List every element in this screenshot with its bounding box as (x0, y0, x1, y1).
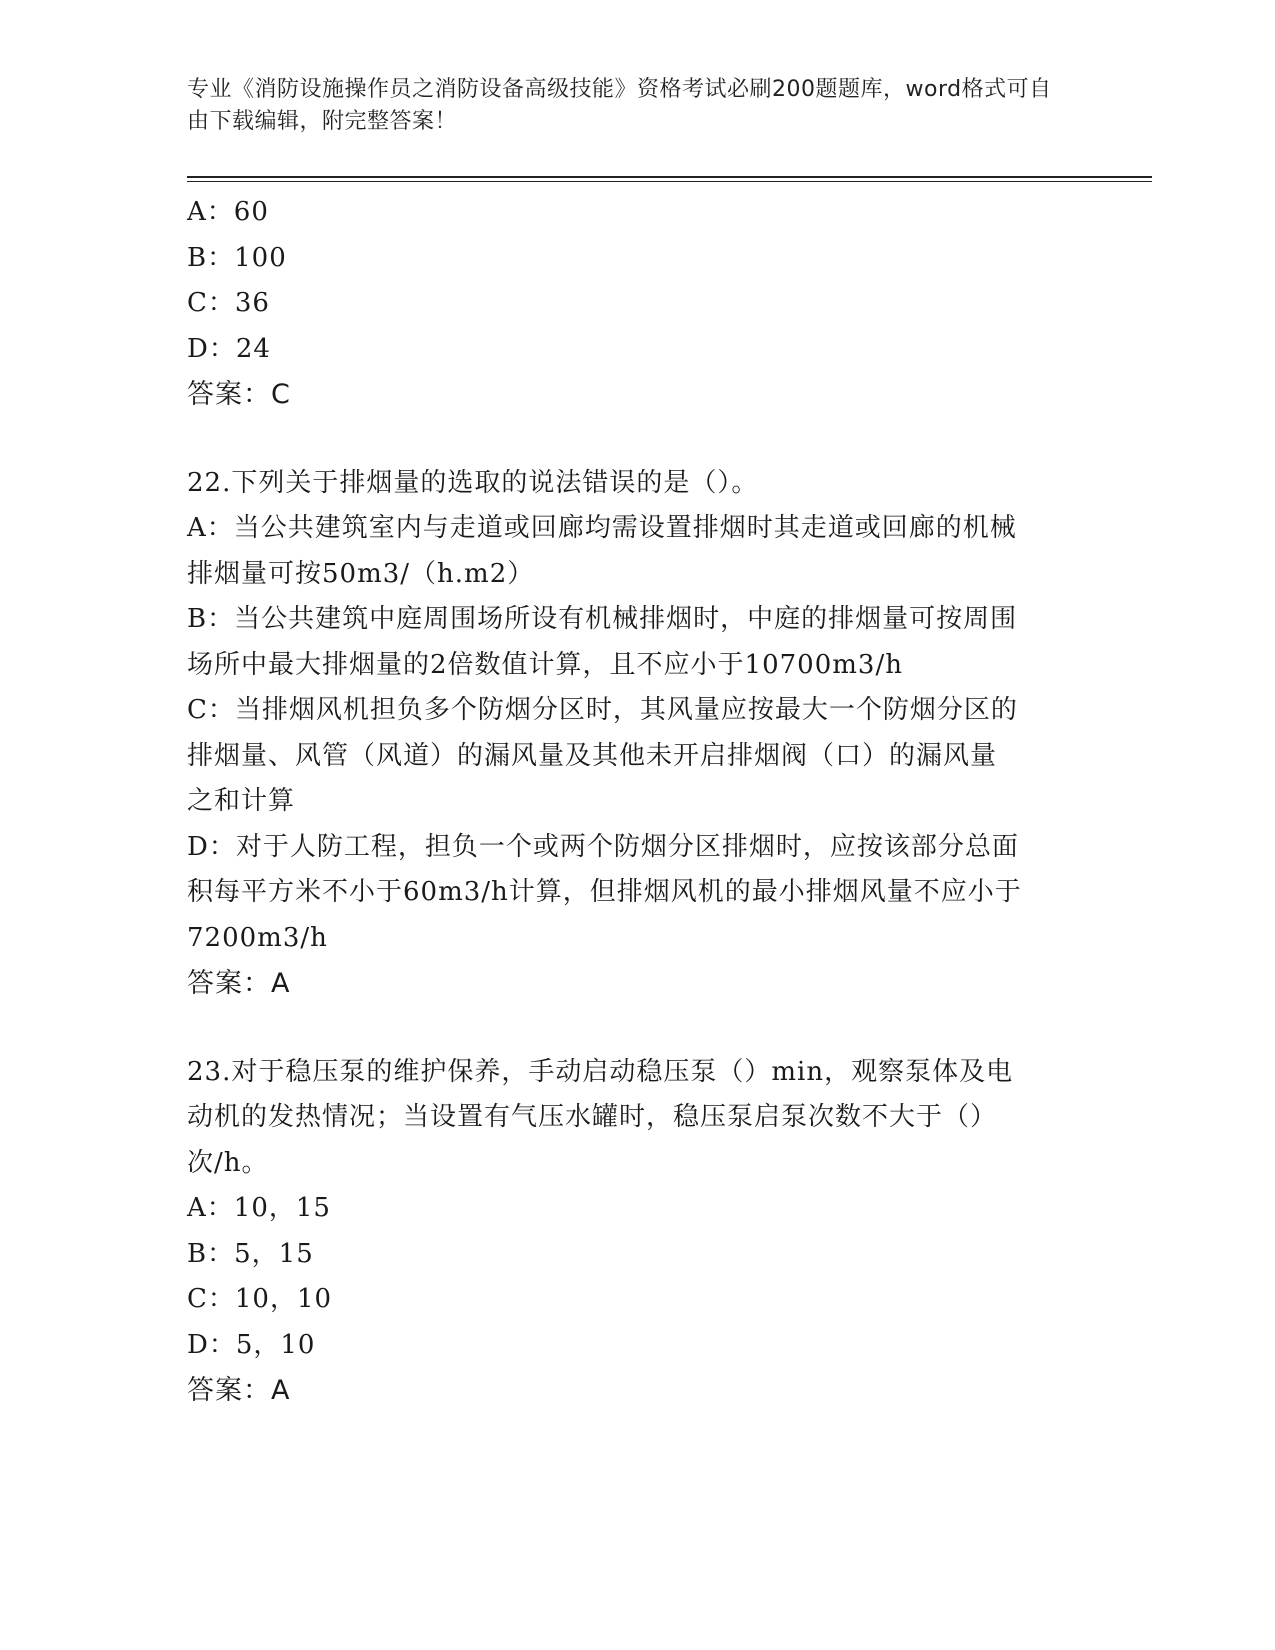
header-rule-thin (187, 181, 1152, 182)
document-body (187, 190, 1077, 1414)
option-a-line-1: A：当公共建筑室内与走道或回廊均需设置排烟时其走道或回廊的机械 (187, 513, 1017, 543)
option-d-line-1: D：对于人防工程，担负一个或两个防烟分区排烟时，应按该部分总面 (187, 831, 1019, 862)
question-stem: 22.下列关于排烟量的选取的说法错误的是（）。 (187, 467, 759, 498)
option-c: C：36 (187, 288, 270, 318)
option-c-line-1: C：当排烟风机担负多个防烟分区时，其风量应按最大一个防烟分区的 (187, 695, 1018, 725)
question-stem-line-3: 次/h。 (187, 1147, 269, 1178)
option-b: B：5，15 (187, 1238, 314, 1269)
header-rule-thick (187, 176, 1152, 178)
option-d: D：5，10 (187, 1329, 316, 1360)
answer: 答案：A (187, 968, 291, 999)
option-b-line-2: 场所中最大排烟量的2倍数值计算，且不应小于10700m3/h (187, 649, 903, 680)
option-a-line-2: 排烟量可按50m3/（h.m2） (187, 558, 535, 589)
question-23 (187, 1050, 1077, 1414)
option-d-line-2: 积每平方米不小于60m3/h计算，但排烟风机的最小排烟风量不应小于 (187, 877, 1022, 907)
option-d-line-3: 7200m3/h (187, 922, 328, 953)
option-b-line-1: B：当公共建筑中庭周围场所设有机械排烟时，中庭的排烟量可按周围 (187, 604, 1018, 634)
answer: 答案：A (187, 1375, 291, 1406)
header-text: 专业《消防设施操作员之消防设备高级技能》资格考试必刷200题题库，word格式可自由下载编辑，附完整答案！ (187, 77, 1052, 134)
answer: 答案：C (187, 379, 291, 410)
option-a: A：60 (187, 197, 269, 227)
option-c-line-3: 之和计算 (187, 786, 296, 816)
previous-question-block (187, 190, 1077, 418)
question-22 (187, 461, 1077, 1007)
option-a: A：10，15 (187, 1193, 331, 1223)
question-stem-line-2: 动机的发热情况；当设置有气压水罐时，稳压泵启泵次数不大于（） (187, 1102, 998, 1132)
option-b: B：100 (187, 242, 287, 273)
spacer (187, 418, 1077, 461)
option-d: D：24 (187, 333, 271, 364)
spacer (187, 1007, 1077, 1050)
page-header (187, 74, 1067, 138)
option-c: C：10，10 (187, 1284, 333, 1314)
option-c-line-2: 排烟量、风管（风道）的漏风量及其他未开启排烟阀（口）的漏风量 (187, 740, 998, 771)
question-stem-line-1: 23.对于稳压泵的维护保养，手动启动稳压泵（）min，观察泵体及电 (187, 1056, 1014, 1087)
